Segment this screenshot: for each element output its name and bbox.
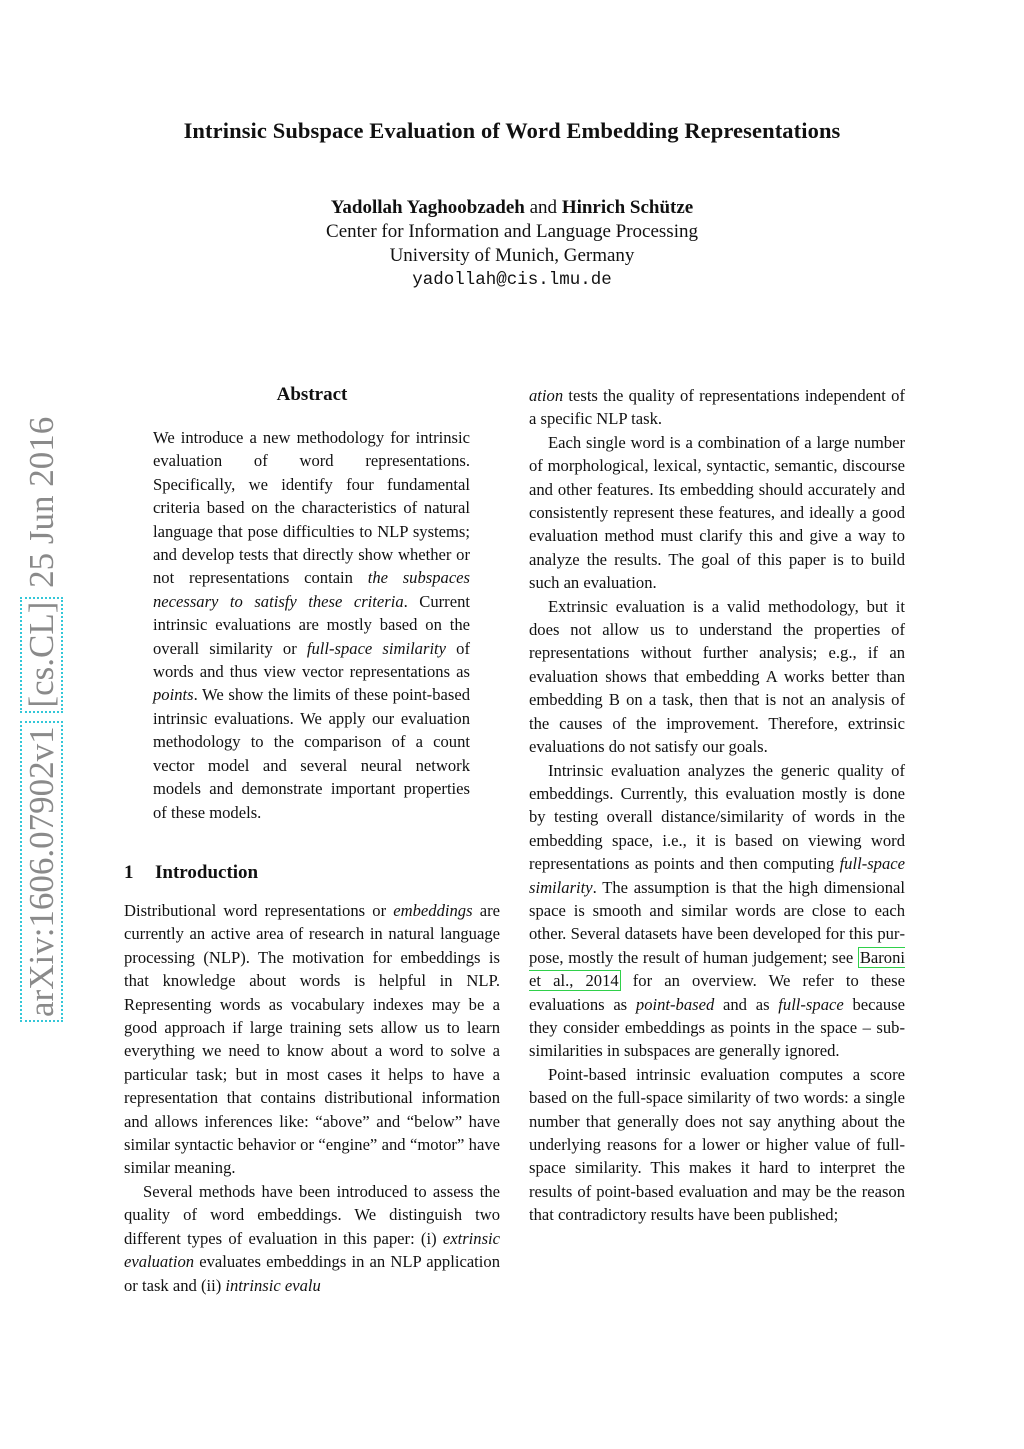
abstract-body xyxy=(153,426,470,824)
body-text: because they consider embeddings as points in the space – sub-similarities in subspaces are generally ignored. xyxy=(529,994,905,1061)
body-text: Several methods have been introduced to assess the quality of word embeddings. We distinguish two different types of evaluation in this paper: (i) xyxy=(124,1181,500,1248)
university: University of Munich, Germany xyxy=(389,245,635,266)
body-text: are currently an active area of research in natural language processing (NLP). The motivation for embeddings is that knowledge about words is helpful in NLP. Representing words as vocabulary indexes may be a good approach if large training sets allow us to learn everything we need to know about a word to solve a particular task; but in most cases it helps to have a representation that contains distributional information and allows inferences like: “above” and “below” have similar syntactic behavior or “engine” and “motor” have similar meaning. xyxy=(124,901,500,1178)
right-paragraph-2: Extrinsic evaluation is a valid methodology, but it does not allow us to understand the properties of representations without further analysis; e.g., if an evaluation shows that embedding A works better than embedding B on a task, then that is not an analysis of the causes of the improvement. Therefore, extrinsic evaluations do not satisfy our goals. xyxy=(529,596,905,757)
author-block xyxy=(0,196,1024,292)
abstract-text: of words and thus view vector representations as xyxy=(153,638,470,682)
right-paragraph-1: Each single word is a combination of a large number of morphological, lexical, syntactic, semantic, discourse and other features. Its embedding should accurately and consistently represent these features, and ideally a good evaluation method must clarify this and give a way to analyze the results. The goal of this paper is to build such an evaluation. xyxy=(529,432,905,593)
body-text: Distributional word representations or xyxy=(124,901,394,920)
body-text: evaluates embeddings in an NLP application or task and (ii) xyxy=(124,1252,500,1295)
section-title: Introduction xyxy=(155,862,259,883)
intro-paragraph-2 xyxy=(124,1180,500,1297)
body-emphasis: full-space similarity xyxy=(529,854,905,897)
body-emphasis: extrinsic evaluation xyxy=(124,1228,500,1272)
body-text: and as xyxy=(714,994,779,1014)
author-name: Hinrich Schütze xyxy=(561,197,694,218)
body-emphasis: full-space xyxy=(778,994,844,1014)
body-text: . The assumption is that the high dimensional space is smooth and similar words are close to each other. Several datasets have been developed for this purpose, mostly the result of human judgement; see xyxy=(529,877,905,967)
abstract-text: We introduce a new methodology for intrinsic evaluation of word representations. Specifically, we identify four fundamental criteria based on the characteristics of natural language that pose difficulties to NLP systems; and develop tests that directly show whether or not representations contain xyxy=(153,428,470,588)
left-column-body xyxy=(124,899,500,1297)
author-conjunction: and xyxy=(529,197,558,218)
arxiv-date: 25 Jun 2016 xyxy=(22,416,61,588)
section-number: 1 xyxy=(124,862,134,883)
author-email[interactable]: yadollah@cis.lmu.de xyxy=(412,270,612,290)
section-heading-introduction xyxy=(124,862,258,884)
right-paragraph-0 xyxy=(529,384,905,431)
abstract-paragraph xyxy=(153,426,470,824)
right-paragraph-3 xyxy=(529,759,905,1063)
abstract-emphasis: full-space similarity xyxy=(306,638,447,658)
right-column-body xyxy=(529,384,905,1227)
citation-link[interactable]: Baroni et al., 2014 xyxy=(529,947,905,991)
body-emphasis: intrinsic evalu xyxy=(225,1275,321,1295)
body-emphasis: point-based xyxy=(635,994,715,1014)
arxiv-id-link[interactable]: arXiv:1606.07902v1 xyxy=(20,721,63,1022)
body-text: tests the quality of representations independent of a specific NLP task. xyxy=(529,386,905,429)
intro-paragraph-1 xyxy=(124,899,500,1180)
abstract-emphasis: points xyxy=(153,685,194,705)
abstract-text: . Current intrinsic evaluations are mostly based on the overall similarity or xyxy=(153,591,470,658)
body-emphasis: embeddings xyxy=(393,901,473,920)
right-paragraph-4: Point-based intrinsic evaluation computes a score based on the full-space similarity of two words: a single number that generally does not say anything about the underlying reasons for a lower or higher value of full-space similarity. This makes it hard to interpret the results of point-based evaluation and may be the reason that contradictory results have been published; xyxy=(529,1064,905,1225)
paper-title: Intrinsic Subspace Evaluation of Word Embedding Representations xyxy=(183,118,841,143)
author-line xyxy=(0,196,1024,220)
affiliation: Center for Information and Language Processing xyxy=(326,221,698,242)
abstract-text: . We show the limits of these point-based intrinsic evaluations. We apply our evaluation methodology to the comparison of a count vector model and several neural network models and demonstrate important properties of these models. xyxy=(153,685,470,822)
author-name: Yadollah Yaghoobzadeh xyxy=(330,197,525,218)
body-text: for an overview. We refer to these evaluations as xyxy=(529,971,905,1014)
arxiv-category-link[interactable]: [cs.CL] xyxy=(20,597,63,713)
abstract-heading: Abstract xyxy=(276,384,348,405)
body-text: Intrinsic evaluation analyzes the generic quality of embeddings. Currently, this evaluation mostly is done by testing overall distance/similarity of words in the embedding space, i.e., it is based on viewing word representations as points and then computing xyxy=(529,760,905,874)
abstract-emphasis: the subspaces necessary to satisfy these criteria xyxy=(153,568,471,611)
arxiv-stamp xyxy=(22,402,62,1022)
body-emphasis: ation xyxy=(529,386,564,405)
